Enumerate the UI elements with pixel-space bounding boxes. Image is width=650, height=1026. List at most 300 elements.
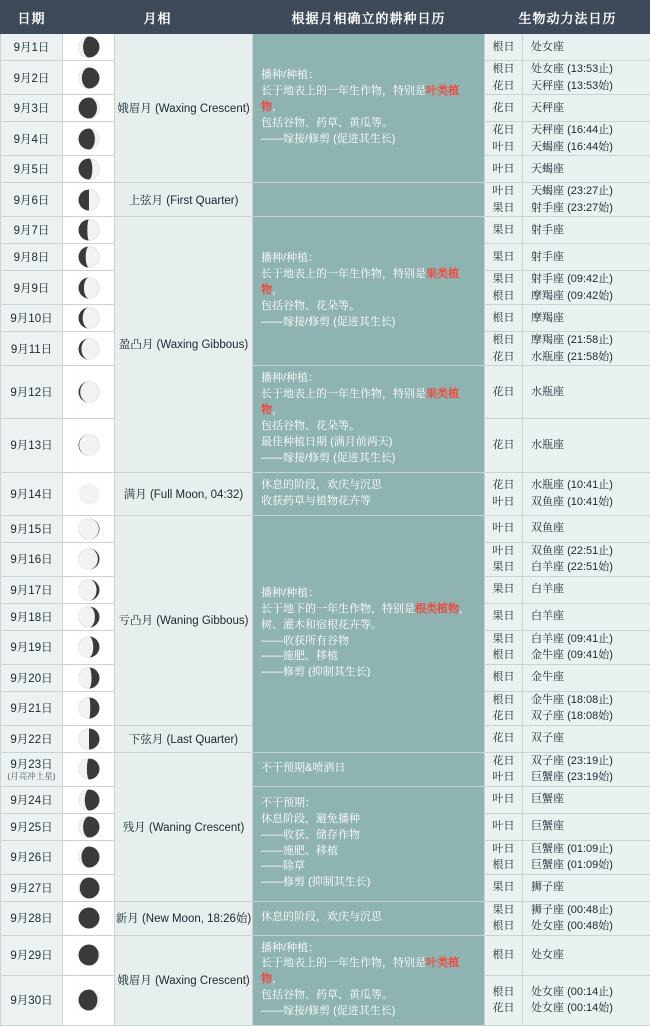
biodynamic-daytype: 花日 (485, 1000, 522, 1017)
moon-phase-icon (63, 95, 115, 122)
biodynamic-daytype: 叶日 (485, 494, 522, 511)
biodynamic-constellation: 白羊座 (09:41止) (531, 631, 650, 648)
biodynamic-constellation: 天蝎座 (531, 161, 650, 178)
moon-phase-icon (63, 122, 115, 156)
biodynamic-daytype: 根日 (485, 857, 522, 874)
moon-disc (63, 128, 115, 150)
date-label: 9月14日 (10, 489, 52, 501)
date-label: 9月18日 (10, 612, 52, 624)
table-row (1, 366, 650, 419)
moon-phase-icon (63, 61, 115, 95)
biodynamic-daytype-cell (485, 95, 523, 122)
table-row (1, 752, 650, 786)
biodynamic-daytype-cell (485, 156, 523, 183)
date-cell (1, 725, 63, 752)
moon-phase-icon (63, 664, 115, 691)
moon-disc (63, 277, 115, 299)
date-cell (1, 576, 63, 603)
date-label: 9月29日 (10, 950, 52, 962)
biodynamic-constellation: 双子座 (23:19止) (531, 753, 650, 770)
moon-phase-icon (63, 840, 115, 874)
biodynamic-constellation: 金牛座 (18:08止) (531, 692, 650, 709)
activity-line: 播种/种植： (261, 251, 476, 267)
date-cell (1, 305, 63, 332)
biodynamic-constellation: 处女座 (00:14始) (531, 1000, 650, 1017)
date-label: 9月20日 (10, 673, 52, 685)
date-cell (1, 691, 63, 725)
biodynamic-daytype-cell (485, 122, 523, 156)
biodynamic-daytype: 叶日 (485, 769, 522, 786)
biodynamic-daytype-cell (485, 217, 523, 244)
biodynamic-daytype: 花日 (485, 384, 522, 401)
date-cell (1, 183, 63, 217)
biodynamic-daytype-cell (485, 34, 523, 61)
activity-line: 包括谷物、花朵等。 (261, 299, 476, 315)
moon-phase-icon (63, 603, 115, 630)
date-label: 9月28日 (10, 913, 52, 925)
activity-line: 长于地表上的一年生作物，特别是果类植物， (261, 387, 476, 419)
date-label: 9月10日 (10, 313, 52, 325)
moon-phase-icon (63, 244, 115, 271)
date-label: 9月9日 (14, 283, 50, 295)
biodynamic-daytype-cell (485, 664, 523, 691)
activity-line: ——施肥、移植 (261, 649, 476, 665)
biodynamic-daytype-cell (485, 630, 523, 664)
date-label: 9月11日 (11, 344, 52, 356)
biodynamic-constellation: 射手座 (531, 222, 650, 239)
moon-disc (63, 338, 115, 360)
header-biodynamic-calendar: 生物动力法日历 (485, 1, 650, 34)
date-label: 9月13日 (10, 440, 52, 452)
activity-line: 休息的阶段，欢庆与沉思 (261, 478, 476, 494)
activity-line: 长于地表上的一年生作物，特别是叶类植物， (261, 84, 476, 116)
moon-disc (63, 36, 115, 58)
moon-phase-icon (63, 419, 115, 472)
moon-disc (63, 158, 115, 180)
biodynamic-constellation-cell (523, 183, 650, 217)
biodynamic-constellation: 处女座 (13:53止) (531, 61, 650, 78)
moon-phase-icon (63, 332, 115, 366)
moon-disc (63, 728, 115, 750)
biodynamic-daytype-cell (485, 813, 523, 840)
biodynamic-daytype: 根日 (485, 61, 522, 78)
date-cell (1, 244, 63, 271)
date-cell (1, 603, 63, 630)
activity-line: 最佳种植日期 (满月前两天) (261, 435, 476, 451)
biodynamic-daytype: 叶日 (485, 841, 522, 858)
biodynamic-constellation-cell (523, 786, 650, 813)
date-label: 9月19日 (10, 642, 52, 654)
date-label: 9月8日 (14, 252, 50, 264)
moon-disc (63, 667, 115, 689)
moon-disc (63, 697, 115, 719)
moon-phase-label: 新月 (New Moon, 18:26始) (115, 901, 253, 935)
moon-phase-label: 盈凸月 (Waxing Gibbous) (115, 217, 253, 473)
moon-phase-label: 满月 (Full Moon, 04:32) (115, 472, 253, 515)
biodynamic-daytype: 花日 (485, 349, 522, 366)
activity-line: 包括谷物、药草、黄瓜等。 (261, 988, 476, 1004)
biodynamic-constellation-cell (523, 156, 650, 183)
date-cell (1, 630, 63, 664)
biodynamic-constellation-cell (523, 874, 650, 901)
biodynamic-daytype-cell (485, 752, 523, 786)
moon-phase-icon (63, 975, 115, 1026)
biodynamic-constellation-cell (523, 935, 650, 975)
moon-phase-label: 下弦月 (Last Quarter) (115, 725, 253, 752)
biodynamic-daytype-cell (485, 366, 523, 419)
date-cell (1, 935, 63, 975)
biodynamic-daytype: 根日 (485, 332, 522, 349)
biodynamic-daytype: 果日 (485, 222, 522, 239)
biodynamic-daytype: 花日 (485, 437, 522, 454)
biodynamic-constellation: 射手座 (09:42止) (531, 271, 650, 288)
biodynamic-daytype: 根日 (485, 288, 522, 305)
moon-phase-icon (63, 752, 115, 786)
biodynamic-constellation: 双鱼座 (10:41始) (531, 494, 650, 511)
planting-activity-cell (253, 472, 485, 515)
activity-line: 包括谷物、花朵等。 (261, 419, 476, 435)
planting-activity-cell (253, 515, 485, 752)
moon-disc (63, 636, 115, 658)
biodynamic-daytype: 叶日 (485, 161, 522, 178)
moon-phase-icon (63, 515, 115, 542)
biodynamic-constellation: 白羊座 (22:51始) (531, 559, 650, 576)
biodynamic-constellation: 双鱼座 (22:51止) (531, 543, 650, 560)
biodynamic-daytype: 花日 (485, 708, 522, 725)
biodynamic-constellation: 狮子座 (531, 879, 650, 896)
date-cell (1, 217, 63, 244)
date-label: 9月24日 (10, 795, 52, 807)
biodynamic-constellation: 天蝎座 (23:27止) (531, 183, 650, 200)
biodynamic-daytype: 根日 (485, 918, 522, 935)
biodynamic-daytype: 根日 (485, 39, 522, 56)
moon-disc (63, 907, 115, 929)
moon-phase-icon (63, 271, 115, 305)
biodynamic-constellation: 摩羯座 (21:58止) (531, 332, 650, 349)
highlight-term: 根类植物 (415, 603, 459, 615)
date-label: 9月27日 (10, 883, 52, 895)
moon-phase-icon (63, 472, 115, 515)
biodynamic-constellation-cell (523, 840, 650, 874)
biodynamic-daytype: 叶日 (485, 818, 522, 835)
moon-phase-icon (63, 813, 115, 840)
moon-disc (63, 483, 115, 505)
biodynamic-constellation: 巨蟹座 (531, 818, 650, 835)
moon-phase-label: 上弦月 (First Quarter) (115, 183, 253, 217)
table-row (1, 472, 650, 515)
biodynamic-constellation: 巨蟹座 (01:09始) (531, 857, 650, 874)
date-label: 9月3日 (14, 103, 50, 115)
biodynamic-constellation: 水瓶座 (10:41止) (531, 477, 650, 494)
activity-line: 收获药草与植物花卉等 (261, 494, 476, 510)
date-cell (1, 61, 63, 95)
date-label: 9月1日 (14, 42, 50, 54)
biodynamic-daytype-cell (485, 603, 523, 630)
date-label: 9月21日 (10, 703, 52, 715)
moon-disc (63, 219, 115, 241)
moon-phase-icon (63, 725, 115, 752)
planting-activity-cell (253, 935, 485, 1026)
biodynamic-constellation: 摩羯座 (531, 310, 650, 327)
biodynamic-constellation-cell (523, 419, 650, 472)
moon-phase-icon (63, 786, 115, 813)
biodynamic-constellation: 水瓶座 (531, 437, 650, 454)
date-cell (1, 542, 63, 576)
date-cell (1, 271, 63, 305)
biodynamic-constellation-cell (523, 122, 650, 156)
biodynamic-constellation-cell (523, 472, 650, 515)
date-label: 9月26日 (10, 852, 52, 864)
moon-disc (63, 789, 115, 811)
activity-line: 播种/种植： (261, 371, 476, 387)
activity-line: 播种/种植： (261, 68, 476, 84)
date-cell (1, 122, 63, 156)
activity-line: ——收获、储存作物 (261, 828, 476, 844)
biodynamic-constellation: 双子座 (531, 730, 650, 747)
planting-activity-cell (253, 786, 485, 901)
planting-activity-cell (253, 183, 485, 217)
biodynamic-constellation-cell (523, 630, 650, 664)
biodynamic-daytype-cell (485, 840, 523, 874)
moon-disc (63, 944, 115, 966)
biodynamic-constellation-cell (523, 271, 650, 305)
moon-phase-icon (63, 901, 115, 935)
biodynamic-daytype: 叶日 (485, 183, 522, 200)
activity-line: ——收获所有谷物 (261, 634, 476, 650)
biodynamic-constellation-cell (523, 217, 650, 244)
biodynamic-daytype-cell (485, 271, 523, 305)
moon-disc (63, 758, 115, 780)
moon-disc (63, 381, 115, 403)
activity-line: 休息的阶段，欢庆与沉思 (261, 910, 476, 926)
planting-activity-cell (253, 34, 485, 183)
biodynamic-constellation: 白羊座 (531, 581, 650, 598)
activity-line: ——嫁接/修剪 (促进其生长) (261, 451, 476, 467)
biodynamic-constellation-cell (523, 752, 650, 786)
moon-phase-icon (63, 217, 115, 244)
date-label: 9月15日 (10, 524, 52, 536)
date-label: 9月17日 (10, 585, 52, 597)
biodynamic-constellation: 摩羯座 (09:42始) (531, 288, 650, 305)
activity-line: ——施肥、移植 (261, 844, 476, 860)
biodynamic-constellation: 处女座 (531, 39, 650, 56)
date-cell (1, 472, 63, 515)
biodynamic-constellation: 天秤座 (16:44止) (531, 122, 650, 139)
biodynamic-constellation: 金牛座 (09:41始) (531, 647, 650, 664)
date-cell (1, 840, 63, 874)
biodynamic-daytype: 根日 (485, 647, 522, 664)
biodynamic-constellation-cell (523, 691, 650, 725)
biodynamic-daytype: 叶日 (485, 520, 522, 537)
biodynamic-daytype: 花日 (485, 477, 522, 494)
biodynamic-constellation: 狮子座 (00:48止) (531, 902, 650, 919)
biodynamic-daytype-cell (485, 786, 523, 813)
activity-line: 不干预期： (261, 796, 476, 812)
date-cell (1, 664, 63, 691)
biodynamic-daytype: 果日 (485, 271, 522, 288)
moon-disc (63, 67, 115, 89)
activity-line: 长于地表上的一年生作物，特别是叶类植物， (261, 956, 476, 988)
moon-phase-icon (63, 691, 115, 725)
table-row (1, 34, 650, 61)
biodynamic-constellation-cell (523, 664, 650, 691)
biodynamic-daytype: 根日 (485, 947, 522, 964)
biodynamic-daytype: 果日 (485, 608, 522, 625)
biodynamic-daytype: 根日 (485, 692, 522, 709)
biodynamic-daytype: 果日 (485, 559, 522, 576)
biodynamic-constellation: 天秤座 (13:53始) (531, 78, 650, 95)
biodynamic-daytype: 叶日 (485, 139, 522, 156)
date-label: 9月23日 (10, 759, 52, 771)
activity-line: ——除草 (261, 859, 476, 875)
activity-line: ——修剪 (抑制其生长) (261, 875, 476, 891)
moon-disc (63, 246, 115, 268)
date-label: 9月30日 (10, 995, 52, 1007)
moon-disc (63, 307, 115, 329)
date-cell (1, 786, 63, 813)
biodynamic-daytype: 根日 (485, 984, 522, 1001)
date-label: 9月6日 (14, 195, 50, 207)
moon-disc (63, 816, 115, 838)
biodynamic-constellation-cell (523, 332, 650, 366)
date-cell (1, 332, 63, 366)
biodynamic-constellation: 巨蟹座 (23:19始) (531, 769, 650, 786)
biodynamic-daytype: 果日 (485, 879, 522, 896)
biodynamic-daytype: 果日 (485, 581, 522, 598)
biodynamic-constellation: 天秤座 (531, 100, 650, 117)
date-label: 9月16日 (10, 554, 52, 566)
planting-activity-cell (253, 217, 485, 366)
biodynamic-constellation-cell (523, 305, 650, 332)
date-note: (月亮冲土星) (1, 772, 62, 782)
date-label: 9月25日 (10, 822, 52, 834)
activity-line: 不干预期&喷洒日 (261, 761, 476, 777)
biodynamic-constellation-cell (523, 34, 650, 61)
planting-activity-cell (253, 366, 485, 473)
biodynamic-daytype: 花日 (485, 730, 522, 747)
biodynamic-constellation: 处女座 (531, 947, 650, 964)
date-cell (1, 95, 63, 122)
header-moon-phase: 月相 (63, 1, 253, 34)
moon-disc (63, 518, 115, 540)
biodynamic-constellation-cell (523, 576, 650, 603)
biodynamic-constellation: 水瓶座 (531, 384, 650, 401)
biodynamic-constellation-cell (523, 603, 650, 630)
activity-line: 休息阶段，避免播种 (261, 812, 476, 828)
biodynamic-constellation-cell (523, 542, 650, 576)
date-label: 9月5日 (14, 164, 50, 176)
highlight-term: 叶类植物 (261, 957, 459, 985)
header-date: 日期 (1, 1, 63, 34)
moon-disc (63, 548, 115, 570)
biodynamic-constellation-cell (523, 95, 650, 122)
moon-disc (63, 989, 115, 1011)
biodynamic-daytype-cell (485, 305, 523, 332)
biodynamic-constellation-cell (523, 975, 650, 1026)
biodynamic-daytype-cell (485, 975, 523, 1026)
biodynamic-daytype-cell (485, 725, 523, 752)
planting-activity-cell (253, 752, 485, 786)
activity-line: ——嫁接/修剪 (促进其生长) (261, 315, 476, 331)
biodynamic-constellation-cell (523, 244, 650, 271)
biodynamic-daytype: 花日 (485, 100, 522, 117)
date-cell (1, 874, 63, 901)
biodynamic-constellation: 天蝎座 (16:44始) (531, 139, 650, 156)
moon-phase-label: 残月 (Waning Crescent) (115, 752, 253, 901)
activity-line: 长于地表上的一年生作物，特别是果类植物， (261, 267, 476, 299)
biodynamic-daytype: 叶日 (485, 543, 522, 560)
biodynamic-daytype: 果日 (485, 200, 522, 217)
table-header-row (1, 1, 650, 34)
moon-phase-icon (63, 935, 115, 975)
moon-disc (63, 846, 115, 868)
planting-activity-cell (253, 901, 485, 935)
moon-phase-icon (63, 630, 115, 664)
biodynamic-daytype-cell (485, 183, 523, 217)
biodynamic-constellation-cell (523, 813, 650, 840)
activity-line: ——修剪 (抑制其生长) (261, 665, 476, 681)
moon-disc (63, 97, 115, 119)
biodynamic-constellation: 处女座 (00:48始) (531, 918, 650, 935)
table-row (1, 935, 650, 975)
date-cell (1, 515, 63, 542)
moon-disc (63, 606, 115, 628)
biodynamic-constellation: 双鱼座 (531, 520, 650, 537)
biodynamic-daytype-cell (485, 691, 523, 725)
table-body (1, 34, 650, 1026)
date-label: 9月22日 (10, 734, 52, 746)
biodynamic-daytype: 花日 (485, 753, 522, 770)
biodynamic-constellation: 处女座 (00:14止) (531, 984, 650, 1001)
date-cell (1, 419, 63, 472)
biodynamic-daytype: 花日 (485, 78, 522, 95)
date-cell (1, 156, 63, 183)
biodynamic-daytype-cell (485, 874, 523, 901)
moon-disc (63, 579, 115, 601)
moon-phase-icon (63, 576, 115, 603)
date-cell (1, 813, 63, 840)
moon-phase-icon (63, 34, 115, 61)
biodynamic-daytype-cell (485, 472, 523, 515)
header-planting-calendar: 根据月相确立的耕种日历 (253, 1, 485, 34)
activity-line: ——嫁接/修剪 (促进其生长) (261, 1004, 476, 1020)
biodynamic-constellation-cell (523, 725, 650, 752)
date-label: 9月7日 (14, 225, 50, 237)
moon-phase-label: 娥眉月 (Waxing Crescent) (115, 34, 253, 183)
moon-phase-label: 娥眉月 (Waxing Crescent) (115, 935, 253, 1026)
date-cell (1, 366, 63, 419)
date-label: 9月2日 (14, 73, 50, 85)
biodynamic-constellation: 巨蟹座 (01:09止) (531, 841, 650, 858)
biodynamic-daytype-cell (485, 61, 523, 95)
biodynamic-daytype-cell (485, 332, 523, 366)
biodynamic-constellation: 射手座 (531, 249, 650, 266)
moon-phase-icon (63, 366, 115, 419)
biodynamic-daytype: 果日 (485, 902, 522, 919)
date-cell (1, 34, 63, 61)
highlight-term: 果类植物 (261, 388, 459, 416)
moon-phase-icon (63, 542, 115, 576)
biodynamic-constellation: 射手座 (23:27始) (531, 200, 650, 217)
biodynamic-constellation-cell (523, 61, 650, 95)
moon-phase-icon (63, 874, 115, 901)
moon-phase-label: 亏凸月 (Waning Gibbous) (115, 515, 253, 725)
biodynamic-daytype: 根日 (485, 669, 522, 686)
biodynamic-daytype-cell (485, 542, 523, 576)
table-row (1, 786, 650, 813)
date-cell (1, 975, 63, 1026)
moon-disc (63, 189, 115, 211)
